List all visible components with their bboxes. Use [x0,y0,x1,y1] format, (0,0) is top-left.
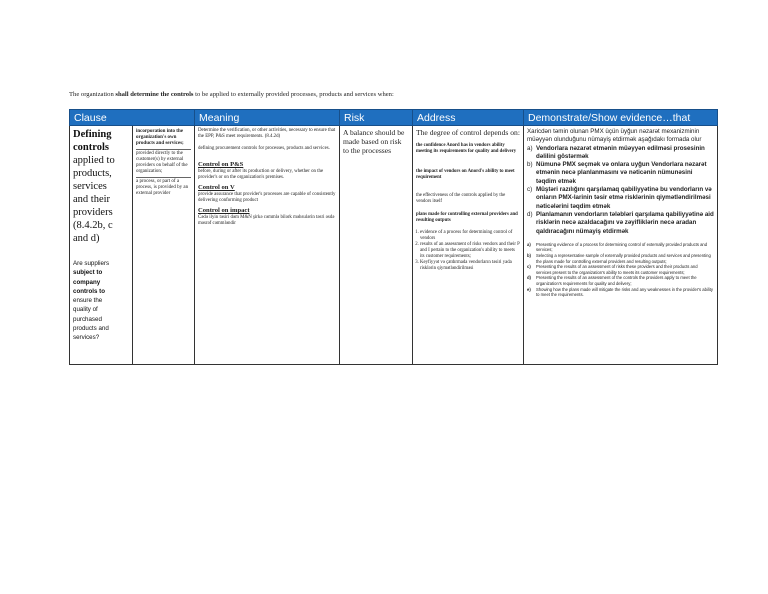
table-row [70,126,718,365]
evidence-az [527,128,714,236]
meaning-text-impact: Cədə ilyin təsiri dəm M&N şirkə cəmmlə bilərk məhsulərin təsri əsdə məsrəf cəmmləndir [198,215,335,226]
list-item: 3. Keyfiyyət və çatdırmada vendorların təsiri yada risklərin qiymətləndirilməsi [420,260,520,272]
meaning-heading-v: Control on V [198,184,235,191]
list-item: d) Presenting the results of an assessment of the controls the providers apply to meet the organization's requirements for quality and delivery; [527,275,697,287]
address-lead: The degree of control depends on: [416,128,520,137]
meaning-heading-ps: Control on P&S [198,161,244,168]
header-risk: Risk [340,110,413,126]
address-cell [413,126,524,365]
clause-title: Defining controls applied to products, services and their providers (8.4.2b, c and d) [73,129,115,244]
list-item: b) Selecting a representative sample of externally provided products and services and presenting the plans made for controlling external providers and resulting outputs; [527,253,711,264]
list-item: c) Presenting the results of an assessment of risks these providers and their products and services present to the organization's ability to meets its customer requirements; [527,264,698,275]
header-address: Address [413,110,524,126]
list-item: c) Müştəri razılığını qarşılamaq qabiliyyətinə bu vendorların və onların PMX-larinin təsir etmə risklərinin qiymətləndirilməsi nəticələrini təqdim etmək [527,186,712,210]
list-item: a) Vendorlara nəzarət etmənin müəyyən edilməsi prosesinin dəlilini göstərmək [527,144,705,160]
evidence-cell [524,126,718,365]
clause-question: Are suppliers subject to company controls to ensure the quality of purchased products and services? [73,260,110,342]
list-item: a) Presenting evidence of a process for determining control of externally provided products and services; [527,241,708,253]
meaning-intro: Determine the verification, or other activities, necessary to ensure that the EPP, P&S meet requirements. (8.4.2d) [198,128,336,139]
subcase-process: a process, or part of a process, is provided by an external provider [136,179,189,196]
header-clause: Clause [70,110,195,126]
subcase-incorporation: incorporation into the organization's own products and services; [136,128,191,150]
evidence-en [527,242,714,298]
header-row [70,110,718,126]
subcase-direct: provided directly to the customer(s) by external providers on behalf of the organization; [136,150,191,178]
header-evidence: Demonstrate/Show evidence…that [524,110,718,126]
address-effectiveness: the effectiveness of the controls applied by the vendors itself [416,192,506,204]
clause-subcases [133,126,195,365]
list-item: b) Nümunə PMX seçmək və onlara uyğun Vendorlara nəzarət etmənin necə planlanmasını və nəticənin nümunəsini təqdim etmək [527,161,707,185]
address-confidence: the confidence Anord has in vendors ability meeting its requirements for quality and delivery [416,143,517,154]
address-plans: plans made for controlling external providers and resulting outputs [416,212,518,224]
risk-cell [340,126,413,365]
header-meaning: Meaning [195,110,340,126]
address-impact: the impact of vendors on Anord's ability to meet requirement [416,168,515,180]
meaning-text-v: provide assurance that provider's processes are capable of consistently delivering conforming product [198,192,336,203]
meaning-cell [195,126,340,365]
risk-text: A balance should be made based on risk to the processes [343,128,405,155]
meaning-heading-impact: Control on impact [198,207,250,214]
list-item: 1. evidence of a process for determining control of vendors [420,230,520,242]
evidence-az-intro: Xaricdən təmin olunan PMX üçün üyğun nəzarət mexanizminin müəyyən olunduğunu nümayiş etdirmək aşağıdakı formada olur [527,128,702,144]
meaning-defining: defining procurement controls for processes, products and services. [198,146,330,151]
list-item: 2. results of an assessment of risks vendors and their P and I pertain to the organization's ability to meets its customer requirements; [420,242,520,260]
meaning-text-ps: before, during or after its production or delivery, whether on the provider's or on the organization's premises. [198,169,324,180]
clause-cell [70,126,133,365]
list-item: e) Showing how the plans made will mitigate the risks and any weaknesses in the provider's ability to meet the requirements. [527,286,713,298]
address-list [416,230,520,271]
intro-sentence: The organization shall determine the controls to be applied to externally provided processes, products and services when: [69,91,394,98]
controls-table [69,109,718,365]
list-item: d) Planlamanın vendorların tələbləri qarşılama qabiliyyətinə aid risklərin necə azaldacağını və zəyifliklərin necə aradan qaldıracağını nümayiş etdirmək [527,210,714,235]
